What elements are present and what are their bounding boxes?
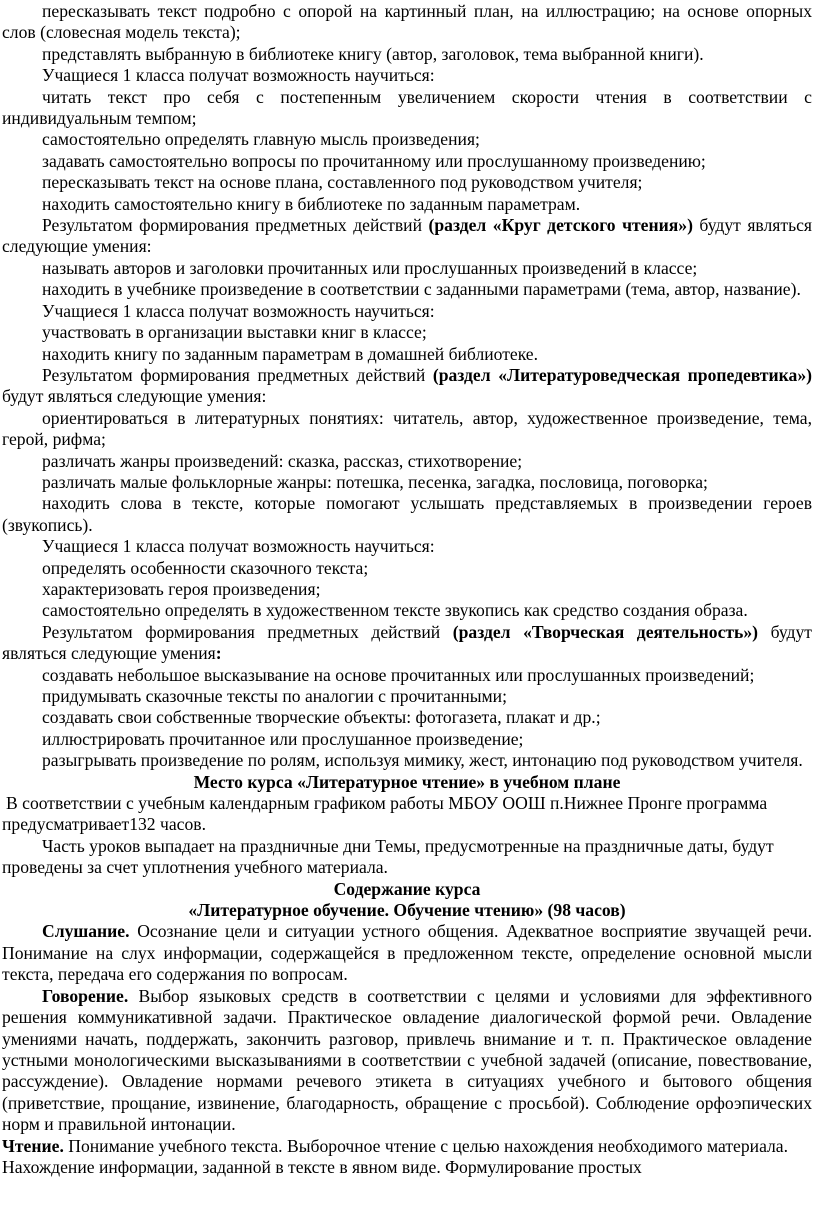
text-run: Выбор языковых средств в соответствии с целями и условиями для эффективного решения коммуникативной задачи. Практическое овладение диалогической формой речи. Овладение умениями начать, поддержать, закончить разговор, привлечь внимание и т. п. Практическое овладение устными монологическими высказываниями в соответствии с учебной задачей (описание, повествование, рассуждение). Овладение нормами речевого этикета в ситуациях учебного и бытового общения (приветствие, прощание, извинение, благодарность, обращение с просьбой). Соблюдение орфоэпических норм и правильной интонации. (2, 985, 812, 1135)
text-run: будут являться следующие умения: (2, 215, 812, 257)
paragraph: Учащиеся 1 класса получат возможность научиться: (42, 65, 435, 86)
paragraph: находить книгу по заданным параметрам в домашней библиотеке. (42, 343, 539, 364)
paragraph: ориентироваться в литературных понятиях: читатель, автор, художественное произведение, тема, герой, рифма; (2, 407, 812, 450)
paragraph: создавать свои собственные творческие объекты: фотогазета, плакат и др.; (42, 707, 601, 728)
paragraph: называть авторов и заголовки прочитанных или прослушанных произведений в классе; (42, 257, 698, 278)
paragraph: различать жанры произведений: сказка, рассказ, стихотворение; (42, 450, 523, 471)
section-name-bold: (раздел «Творческая деятельность») (452, 621, 759, 642)
paragraph: пересказывать текст подробно с опорой на картинный план, на иллюстрацию; на основе опорных слов (словесная модель текста); (2, 1, 812, 43)
paragraph: определять особенности сказочного текста; (42, 557, 369, 578)
paragraph: пересказывать текст на основе плана, составленного под руководством учителя; (42, 172, 643, 193)
paragraph: Учащиеся 1 класса получат возможность научиться: (42, 300, 435, 321)
section-name-bold: (раздел «Литературоведческая пропедевтика») (432, 364, 812, 385)
text-run: Результатом формирования предметных действий (42, 364, 433, 385)
paragraph-section-intro (2, 365, 812, 408)
section-subheading: «Литературное обучение. Обучение чтению» (98 часов) (188, 900, 626, 921)
text-run: Понимание учебного текста. Выборочное чтение с целью нахождения необходимого материала. Нахождение информации, заданной в тексте в явном виде. Формулирование простых (2, 1135, 789, 1177)
colon-bold: : (215, 643, 222, 664)
paragraph-section-intro (2, 622, 812, 665)
text-run: Результатом формирования предметных действий (42, 621, 453, 642)
text-run: Осознание цели и ситуации устного общения. Адекватное восприятие звучащей речи. Понимание на слух информации, содержащейся в предложенном тексте, определение основной мысли текста, передача его содержания по вопросам. (2, 921, 812, 985)
paragraph: читать текст про себя с постепенным увеличением скорости чтения в соответствии с индивидуальным темпом; (2, 86, 812, 129)
paragraph: задавать самостоятельно вопросы по прочитанному или прослушанному произведению; (42, 150, 706, 171)
text-run: будут являться следующие умения (2, 621, 812, 664)
paragraph: представлять выбранную в библиотеке книгу (автор, заголовок, тема выбранной книги). (42, 43, 704, 64)
text-run: Результатом формирования предметных действий (42, 215, 429, 236)
paragraph: находить слова в тексте, которые помогают услышать представляемых в произведении героев (звукопись). (2, 493, 812, 535)
paragraph (2, 986, 812, 1136)
paragraph: различать малые фольклорные жанры: потешка, песенка, загадка, пословица, поговорка; (42, 471, 708, 492)
paragraph: Часть уроков выпадает на праздничные дни Темы, предусмотренные на праздничные даты, будут проведены за счет уплотнения учебного материала. (2, 835, 774, 878)
section-heading: Место курса «Литературное чтение» в учебном плане (193, 771, 621, 792)
paragraph: находить самостоятельно книгу в библиотеке по заданным параметрам. (42, 193, 581, 214)
paragraph: создавать небольшое высказывание на основе прочитанных или прослушанных произведений; (42, 664, 755, 685)
paragraph-section-intro (2, 215, 812, 258)
paragraph: придумывать сказочные тексты по аналогии с прочитанными; (42, 686, 507, 706)
paragraph (2, 1136, 812, 1179)
paragraph: Учащиеся 1 класса получат возможность научиться: (42, 536, 435, 557)
paragraph: характеризовать героя произведения; (42, 578, 321, 599)
paragraph: участвовать в организации выставки книг в классе; (42, 322, 427, 343)
term-bold: Чтение. (2, 1135, 64, 1156)
paragraph: иллюстрировать прочитанное или прослушанное произведение; (42, 728, 524, 749)
term-bold: Говорение. (42, 985, 129, 1006)
term-bold: Слушание. (42, 921, 130, 942)
paragraph: находить в учебнике произведение в соответствии с заданными параметрами (тема, автор, название). (42, 279, 801, 300)
paragraph: разыгрывать произведение по ролям, используя мимику, жест, интонацию под руководством учителя. (42, 750, 803, 771)
paragraph: самостоятельно определять главную мысль произведения; (42, 129, 480, 150)
paragraph: самостоятельно определять в художественном тексте звукопись как средство создания образа. (42, 600, 748, 621)
text-run: будут являться следующие умения: (2, 386, 267, 407)
section-name-bold: (раздел «Круг детского чтения») (428, 215, 693, 236)
section-heading: Содержание курса (333, 878, 481, 899)
paragraph (2, 921, 812, 985)
paragraph: В соответствии с учебным календарным графиком работы МБОУ ООШ п.Нижнее Пронге программа предусматривает132 часов. (2, 793, 768, 835)
